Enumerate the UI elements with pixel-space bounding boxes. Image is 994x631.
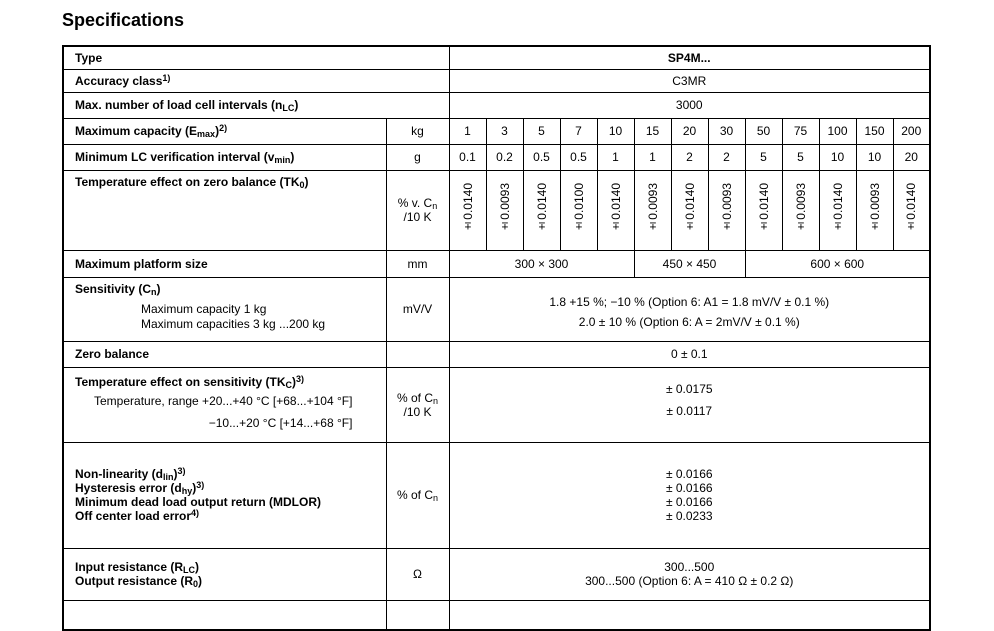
vmin-sub: min xyxy=(274,155,291,165)
vmin-value-cell: 10 xyxy=(856,144,893,170)
capacity-value-cell: 30 xyxy=(708,118,745,144)
page-title: Specifications xyxy=(62,10,185,30)
vmin-value-cell: 2 xyxy=(708,144,745,170)
sensitivity-value-1: 1.8 +15 %; −10 % (Option 6: A1 = 1.8 mV/V ± 0.1 %) xyxy=(549,295,830,309)
capacity-value-cell: 5 xyxy=(523,118,560,144)
vmin-label-end: ) xyxy=(290,150,295,164)
tkc-range-line-2: −10...+20 °C [+14...+68 °F] xyxy=(208,415,353,430)
specifications-table xyxy=(62,45,931,631)
row-temp-effect-sensitivity xyxy=(63,367,930,442)
tk0-value: ±0.0140 xyxy=(756,183,771,234)
tkc-unit-line2: /10 K xyxy=(403,404,432,419)
tk0-value: ±0.0093 xyxy=(645,183,660,234)
sensitivity-value-2: 2.0 ± 10 % (Option 6: A = 2mV/V ± 0.1 %) xyxy=(578,315,800,329)
capacity-value-cell: 150 xyxy=(856,118,893,144)
sensitivity-subline-2: Maximum capacities 3 kg ...200 kg xyxy=(141,316,326,331)
sensitivity-subline-1: Maximum capacity 1 kg xyxy=(141,301,267,316)
cut-row-label-cell xyxy=(63,600,386,630)
sensitivity-value-cell xyxy=(449,277,930,341)
hysteresis-label: Hysteresis error $(d_{hy})^{3)}$ xyxy=(75,480,205,496)
vmin-value-cell: 1 xyxy=(597,144,634,170)
tk0-value-cell xyxy=(634,170,671,250)
accuracy-label: Accuracy class xyxy=(75,73,163,88)
capacity-value-cell: 100 xyxy=(819,118,856,144)
row-cut-off xyxy=(63,600,930,630)
intervals-sub: LC xyxy=(282,103,295,113)
tk0-value: ±0.0140 xyxy=(534,183,549,234)
vmin-value-cell: 0.5 xyxy=(560,144,597,170)
tk0-value: ±0.0100 xyxy=(571,183,586,234)
tk0-label-cell xyxy=(63,170,386,250)
row-type xyxy=(63,46,930,69)
capacity-value-cell: 50 xyxy=(745,118,782,144)
vmin-label-cell xyxy=(63,144,386,170)
tk0-unit-line2: /10 K xyxy=(403,210,432,224)
tkc-unit-line1: % of $C_n$ xyxy=(396,390,439,406)
row-platform-size xyxy=(63,250,930,277)
nonlinearity-value: ± 0.0166 xyxy=(665,467,713,481)
type-label-cell xyxy=(63,46,449,69)
row-accuracy-class xyxy=(63,69,930,92)
cut-row-value-cell xyxy=(449,600,930,630)
resistance-value-cell xyxy=(449,548,930,600)
platform-label: Maximum platform size xyxy=(75,256,208,271)
output-resistance-label: Output resistance $(R_0)$ xyxy=(75,574,203,589)
input-resistance-label: Input resistance $(R_{LC})$ xyxy=(75,560,200,575)
intervals-label-end: ) xyxy=(294,98,299,112)
tk0-value-cell xyxy=(745,170,782,250)
vmin-value-cell: 10 xyxy=(819,144,856,170)
tkc-range-line-1: Temperature, range +20...+40 °C [+68...+104 °F] xyxy=(94,393,353,408)
tk0-value: ±0.0093 xyxy=(867,183,882,234)
tk0-value-cell xyxy=(856,170,893,250)
accuracy-value-cell: C3MR xyxy=(449,69,930,92)
footnote-ref-3: 3) xyxy=(296,373,305,384)
tk0-value-cell xyxy=(523,170,560,250)
vmin-value-cell: 20 xyxy=(893,144,930,170)
capacity-value-cell: 15 xyxy=(634,118,671,144)
tk0-unit-cell xyxy=(386,170,449,250)
tk0-value-cell xyxy=(708,170,745,250)
intervals-label-cell xyxy=(63,92,449,118)
intervals-value-cell: 3000 xyxy=(449,92,930,118)
capacity-value-cell: 20 xyxy=(671,118,708,144)
tk0-label-end: ) xyxy=(304,174,309,189)
platform-unit-cell: mm xyxy=(386,250,449,277)
row-min-verification-interval xyxy=(63,144,930,170)
row-maximum-capacity xyxy=(63,118,930,144)
tkc-unit-cell xyxy=(386,367,449,442)
off-center-label: Off center load error$^{4)}$ xyxy=(75,508,200,523)
vmin-value-cell: 2 xyxy=(671,144,708,170)
mdlor-value: ± 0.0166 xyxy=(665,495,713,509)
zero-label-cell xyxy=(63,341,386,367)
capacity-value-cell: 1 xyxy=(449,118,486,144)
resistance-label-cell xyxy=(63,548,386,600)
footnote-ref-1: 1) xyxy=(162,72,171,83)
row-error-block xyxy=(63,442,930,548)
sensitivity-label-cell xyxy=(63,277,386,341)
tk0-value-cell xyxy=(782,170,819,250)
tk0-value: ±0.0140 xyxy=(608,183,623,234)
tkc-value-1: ± 0.0175 xyxy=(665,382,713,396)
tk0-label: Temperature effect on zero balance (TK xyxy=(75,174,300,189)
off-center-value: ± 0.0233 xyxy=(665,509,713,523)
footnote-ref-3: 3) xyxy=(177,466,186,476)
tk0-value: ±0.0140 xyxy=(904,183,919,234)
tk0-value: ±0.0093 xyxy=(793,183,808,234)
capacity-value-cell: 3 xyxy=(486,118,523,144)
platform-value-cell-600: 600 × 600 xyxy=(745,250,930,277)
error-block-unit-cell: % of $C_n$ xyxy=(386,442,449,548)
vmin-value-cell: 0.5 xyxy=(523,144,560,170)
capacity-value-cell: 10 xyxy=(597,118,634,144)
error-block-value-cell xyxy=(449,442,930,548)
nonlinearity-label: Non-linearity $(d_{lin})^{3)}$ xyxy=(75,466,186,482)
capacity-value-cell: 75 xyxy=(782,118,819,144)
output-resistance-value: 300...500 (Option 6: A = 410 Ω ± 0.2 Ω) xyxy=(585,574,794,588)
row-resistance-block xyxy=(63,548,930,600)
tk0-value: ±0.0140 xyxy=(460,183,475,234)
mdlor-label: Minimum dead load output return (MDLOR) xyxy=(75,495,321,509)
vmin-value-cell: 0.1 xyxy=(449,144,486,170)
tk0-value: ±0.0093 xyxy=(497,183,512,234)
hysteresis-value: ± 0.0166 xyxy=(665,481,713,495)
type-label: Type xyxy=(75,50,103,65)
zero-label: Zero balance xyxy=(75,347,150,361)
vmin-unit-cell: g xyxy=(386,144,449,170)
row-temp-effect-zero xyxy=(63,170,930,250)
tk0-value: ±0.0140 xyxy=(682,183,697,234)
tk0-value-cell xyxy=(819,170,856,250)
capacity-unit-cell: kg xyxy=(386,118,449,144)
vmin-value-cell: 5 xyxy=(745,144,782,170)
footnote-ref-2: 2) xyxy=(219,123,228,133)
tk0-unit-line1: % v. $C_n$ xyxy=(397,196,438,211)
vmin-value-cell: 1 xyxy=(634,144,671,170)
capacity-label: Maximum capacity (E xyxy=(75,124,198,138)
row-load-cell-intervals xyxy=(63,92,930,118)
tkc-label: Temperature effect on sensitivity $(TK_C)^{3)}$ xyxy=(75,373,305,390)
tk0-value-cell xyxy=(449,170,486,250)
capacity-value-cell: 200 xyxy=(893,118,930,144)
tk0-value: ±0.0140 xyxy=(830,183,845,234)
tk0-value-cell xyxy=(560,170,597,250)
tk0-value-cell xyxy=(893,170,930,250)
row-sensitivity xyxy=(63,277,930,341)
capacity-label-cell xyxy=(63,118,386,144)
input-resistance-value: 300...500 xyxy=(664,560,715,574)
capacity-sub: max xyxy=(197,129,216,139)
vmin-value-cell: 5 xyxy=(782,144,819,170)
tkc-value-cell xyxy=(449,367,930,442)
platform-value-cell-300: 300 × 300 xyxy=(449,250,634,277)
vmin-label: Minimum LC verification interval (v xyxy=(75,150,275,164)
vmin-value-cell: 0.2 xyxy=(486,144,523,170)
platform-value-cell-450: 450 × 450 xyxy=(634,250,745,277)
zero-value-cell: 0 ± 0.1 xyxy=(449,341,930,367)
type-value-cell: SP4M... xyxy=(449,46,930,69)
error-block-label-cell xyxy=(63,442,386,548)
platform-label-cell xyxy=(63,250,386,277)
tk0-value-cell xyxy=(597,170,634,250)
footnote-ref-4: 4) xyxy=(191,508,200,518)
sensitivity-unit-cell: mV/V xyxy=(386,277,449,341)
accuracy-label-cell xyxy=(63,69,449,92)
capacity-label-end: ) xyxy=(215,124,220,138)
tk0-value-cell xyxy=(671,170,708,250)
capacity-value-cell: 7 xyxy=(560,118,597,144)
tk0-value: ±0.0093 xyxy=(719,183,734,234)
tk0-sub: 0 xyxy=(299,179,305,190)
tkc-value-2: ± 0.0117 xyxy=(666,404,713,418)
tk0-value-cell xyxy=(486,170,523,250)
tkc-label-cell xyxy=(63,367,386,442)
intervals-label: Max. number of load cell intervals (n xyxy=(75,98,283,112)
resistance-unit-cell: Ω xyxy=(386,548,449,600)
footnote-ref-3: 3) xyxy=(196,480,205,490)
cut-row-unit-cell xyxy=(386,600,449,630)
row-zero-balance xyxy=(63,341,930,367)
zero-unit-cell xyxy=(386,341,449,367)
sensitivity-label: Sensitivity $(C_n)$ xyxy=(75,281,161,297)
